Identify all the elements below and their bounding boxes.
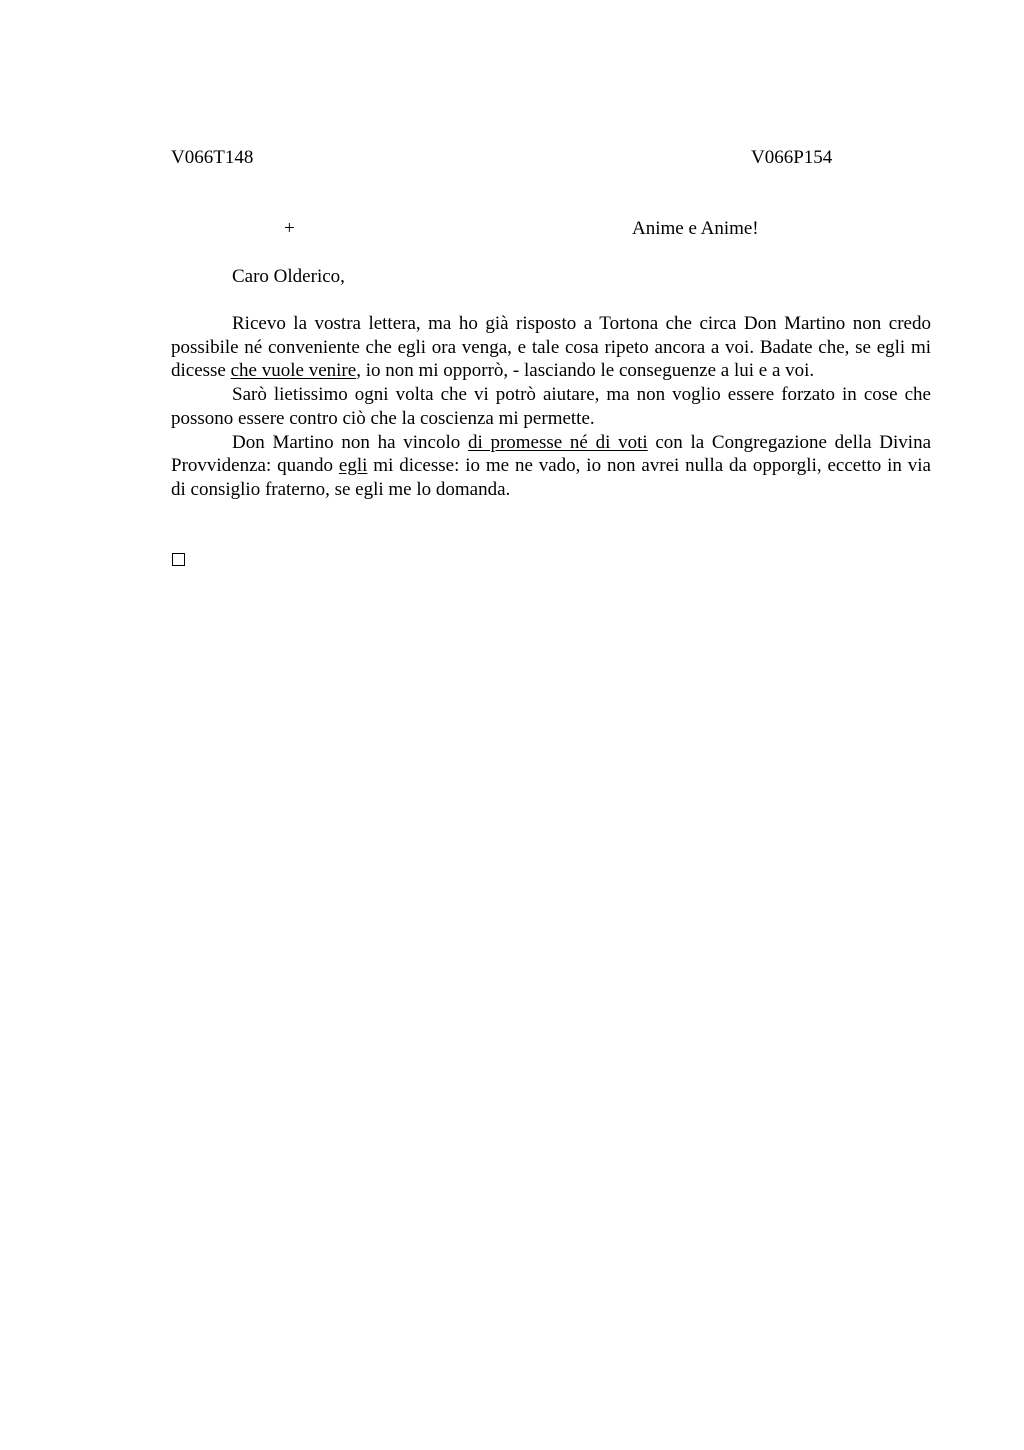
paragraph-2 bbox=[171, 383, 931, 430]
letter-body bbox=[171, 312, 931, 502]
cross-symbol: + bbox=[284, 218, 295, 239]
salutation: Caro Olderico, bbox=[232, 266, 345, 287]
paragraph-3 bbox=[171, 431, 931, 502]
paragraph-1-text-b: , io non mi opporrò, - lasciando le conseguenze a lui e a voi. bbox=[356, 360, 815, 382]
paragraph-1-text-a: Ricevo la vostra lettera, ma ho già risposto a Tortona che circa Don Martino non credo possibile né conveniente che egli ora venga, e tale cosa ripeto ancora a voi. Badate che, se egli mi dicesse bbox=[171, 313, 931, 382]
document-reference-right: V066P154 bbox=[751, 147, 833, 168]
paragraph-3-text-a: Don Martino non ha vincolo bbox=[232, 431, 468, 453]
paragraph-1 bbox=[171, 312, 931, 383]
paragraph-3-text-b: con la Congregazione della Divina Provvidenza: quando bbox=[171, 431, 932, 477]
underlined-phrase-di-promesse: di promesse né di voti bbox=[467, 431, 648, 453]
underlined-word-egli: egli bbox=[338, 455, 368, 477]
paragraph-2-text: Sarò lietissimo ogni volta che vi potrò aiutare, ma non voglio essere forzato in cose che possono essere contro ciò che la coscienza mi permette. bbox=[171, 384, 931, 429]
motto: Anime e Anime! bbox=[632, 218, 759, 239]
end-of-document-box-icon bbox=[172, 553, 185, 566]
document-reference-left: V066T148 bbox=[171, 147, 254, 168]
underlined-phrase-che-vuole-venire: che vuole venire bbox=[230, 360, 357, 382]
paragraph-3-text-c: mi dicesse: io me ne vado, io non avrei nulla da opporgli, eccetto in via di consiglio fraterno, se egli me lo domanda. bbox=[171, 455, 931, 500]
